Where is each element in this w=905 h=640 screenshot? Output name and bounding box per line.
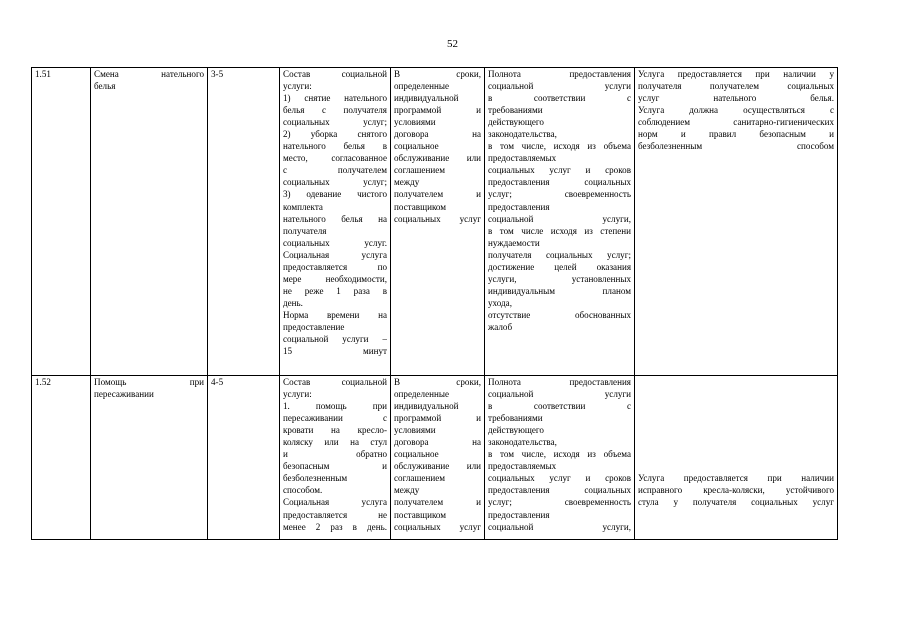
cell-text-line: Состав социальной <box>283 377 387 387</box>
cell-text-line: получателя <box>283 225 327 236</box>
cell-text-line: социальных услуг; <box>283 117 387 128</box>
cell-text-line: ухода, <box>488 297 512 308</box>
cell-text-line: в том числе, исходя из объема <box>488 449 631 460</box>
cell-text-line: В сроки, <box>394 69 481 79</box>
cell-text-line: стула у получателя социальных услуг <box>638 497 834 508</box>
service-terms <box>391 68 485 376</box>
cell-text-line: отсутствие обоснованных <box>488 309 631 320</box>
cell-text-line: социальной услуги <box>488 389 631 400</box>
cell-text-line: договора на <box>394 437 481 448</box>
cell-text-line: индивидуальной <box>394 93 459 104</box>
cell-text-line: предоставляемых <box>488 461 557 472</box>
cell-text-line: Социальная услуга <box>283 497 387 508</box>
cell-text-line: Полнота предоставления <box>488 377 631 387</box>
cell-text-line: кровати на кресло- <box>283 425 387 436</box>
cell-text-line: в том числе, исходя из объема <box>488 141 631 152</box>
cell-text-line: соглашением <box>394 473 445 484</box>
service-conditions <box>635 376 838 540</box>
cell-text-line: услуг нательного белья. <box>638 93 834 104</box>
cell-text-line: предоставления социальных <box>488 485 631 496</box>
service-quality <box>485 68 635 376</box>
cell-text-line: жалоб <box>488 321 513 332</box>
cell-text-line: коляску или на стул <box>283 437 387 448</box>
cell-text-line: в соответствии с <box>488 93 631 104</box>
table-row <box>32 376 838 540</box>
cell-text-line: социальных услуг; <box>283 177 387 188</box>
cell-text-line: предоставляется не <box>283 509 387 520</box>
cell-text-line: действующего <box>488 425 544 436</box>
services-table <box>31 67 838 540</box>
cell-text-line: условиями <box>394 425 436 436</box>
cell-text-line: предоставления социальных <box>488 177 631 188</box>
cell-text-line: получателя получателем социальных <box>638 81 834 92</box>
cell-text-line: соглашением <box>394 165 445 176</box>
time-norm: 4-5 <box>208 376 280 540</box>
service-terms <box>391 376 485 540</box>
cell-text-line: получателем и <box>394 189 481 200</box>
cell-text-line: день. <box>283 297 303 308</box>
cell-text-line: менее 2 раз в день. <box>283 521 387 532</box>
cell-text-line: определенные <box>394 81 449 92</box>
cell-text-line: способом. <box>283 485 323 496</box>
cell-text-line: 3) одевание чистого <box>283 189 387 200</box>
cell-text-line: договора на <box>394 129 481 140</box>
cell-text-line: Услуга должна осуществляться с <box>638 105 834 116</box>
cell-text-line: требованиями <box>488 413 543 424</box>
cell-text-line: нательного белья на <box>283 213 387 224</box>
service-content <box>280 68 391 376</box>
cell-text-line: безболезненным <box>283 473 348 484</box>
cell-text-line: Помощь при <box>94 377 204 387</box>
cell-text-line: соблюдением санитарно-гигиенических <box>638 117 834 128</box>
cell-text-line: социальной услуги <box>488 81 631 92</box>
cell-text-line: социальной услуги, <box>488 213 631 224</box>
cell-text-line: индивидуальным планом <box>488 285 631 296</box>
cell-text-line: социальных услуг и сроков <box>488 473 631 484</box>
cell-text-line: норм и правил безопасным и <box>638 129 834 140</box>
cell-text-line: обслуживание или <box>394 461 481 472</box>
cell-text-line: получателем и <box>394 497 481 508</box>
cell-text-line: Полнота предоставления <box>488 69 631 79</box>
table-row <box>32 68 838 376</box>
cell-text-line: социальной услуги – <box>283 334 387 345</box>
cell-text-line: Услуга предоставляется при наличии <box>638 473 834 483</box>
cell-text-line: Социальная услуга <box>283 249 387 260</box>
cell-text-line: пересаживании с <box>283 413 387 424</box>
cell-text-line: действующего <box>488 117 544 128</box>
cell-text-line: нуждаемости <box>488 237 540 248</box>
cell-text-line: между <box>394 485 420 496</box>
cell-text-line: услуг; своевременность <box>488 497 631 508</box>
cell-text-line: программой и <box>394 413 481 424</box>
service-name <box>91 68 208 376</box>
cell-text-line: мере необходимости, <box>283 273 387 284</box>
cell-text-line: Норма времени на <box>283 309 387 320</box>
service-name <box>91 376 208 540</box>
cell-text-line: законодательства, <box>488 129 557 140</box>
cell-text-line: программой и <box>394 105 481 116</box>
cell-text-line: 1) снятие нательного <box>283 93 387 104</box>
cell-text-line: белья с получателя <box>283 105 387 116</box>
cell-text-line: социальное <box>394 449 439 460</box>
cell-text-line: услуги: <box>283 81 312 92</box>
cell-text-line: исправного кресла-коляски, устойчивого <box>638 485 834 496</box>
cell-text-line: предоставляемых <box>488 153 557 164</box>
cell-text-line: достижение целей оказания <box>488 261 631 272</box>
cell-text-line: Состав социальной <box>283 69 387 79</box>
cell-text-line: социальных услуг. <box>283 237 387 248</box>
cell-text-line: обслуживание или <box>394 153 481 164</box>
cell-text-line: с получателем <box>283 165 387 176</box>
cell-text-line: в соответствии с <box>488 401 631 412</box>
cell-text-line: услуги, установленных <box>488 273 631 284</box>
cell-text-line: место, согласованное <box>283 153 387 164</box>
cell-text-line: 2) уборка снятого <box>283 129 387 140</box>
time-norm: 3-5 <box>208 68 280 376</box>
cell-text-line: социальное <box>394 141 439 152</box>
cell-text-line: предоставление <box>283 321 345 332</box>
cell-text-line: поставщиком <box>394 509 447 520</box>
row-number: 1.51 <box>32 68 91 376</box>
cell-text-line: безопасным и <box>283 461 387 472</box>
cell-text-line: предоставления <box>488 201 550 212</box>
cell-text-line: В сроки, <box>394 377 481 387</box>
service-quality <box>485 376 635 540</box>
cell-text-line: законодательства, <box>488 437 557 448</box>
cell-text-line: 15 минут <box>283 346 387 357</box>
cell-text-line: 1. помощь при <box>283 401 387 412</box>
service-conditions <box>635 68 838 376</box>
cell-text-line: социальных услуг и сроков <box>488 165 631 176</box>
cell-text-line: индивидуальной <box>394 401 459 412</box>
cell-text-line: белья <box>94 81 116 92</box>
cell-text-line: Услуга предоставляется при наличии у <box>638 69 834 79</box>
cell-text-line: не реже 1 раза в <box>283 285 387 296</box>
cell-text-line: между <box>394 177 420 188</box>
row-number: 1.52 <box>32 376 91 540</box>
service-content <box>280 376 391 540</box>
cell-text-line: поставщиком <box>394 201 447 212</box>
cell-text-line: пересаживании <box>94 389 154 400</box>
cell-text-line: безболезненным способом <box>638 141 834 152</box>
cell-text-line: комплекта <box>283 201 323 212</box>
cell-text-line: услуги: <box>283 389 312 400</box>
cell-text-line: получателя социальных услуг; <box>488 249 631 260</box>
cell-text-line: Смена нательного <box>94 69 204 79</box>
cell-text-line: условиями <box>394 117 436 128</box>
cell-text-line: нательного белья в <box>283 141 387 152</box>
cell-text-line: услуг; своевременность <box>488 189 631 200</box>
cell-text-line: социальных услуг <box>394 213 481 224</box>
cell-text-line: предоставляется по <box>283 261 387 272</box>
cell-text-line: социальной услуги, <box>488 521 631 532</box>
cell-text-line: в том числе исходя из степени <box>488 225 631 236</box>
cell-text-line: требованиями <box>488 105 543 116</box>
cell-text-line: определенные <box>394 389 449 400</box>
cell-spacer <box>638 376 834 472</box>
cell-text-line: социальных услуг <box>394 521 481 532</box>
page-number: 52 <box>447 38 458 50</box>
cell-text-line: предоставления <box>488 509 550 520</box>
cell-text-line: и обратно <box>283 449 387 460</box>
